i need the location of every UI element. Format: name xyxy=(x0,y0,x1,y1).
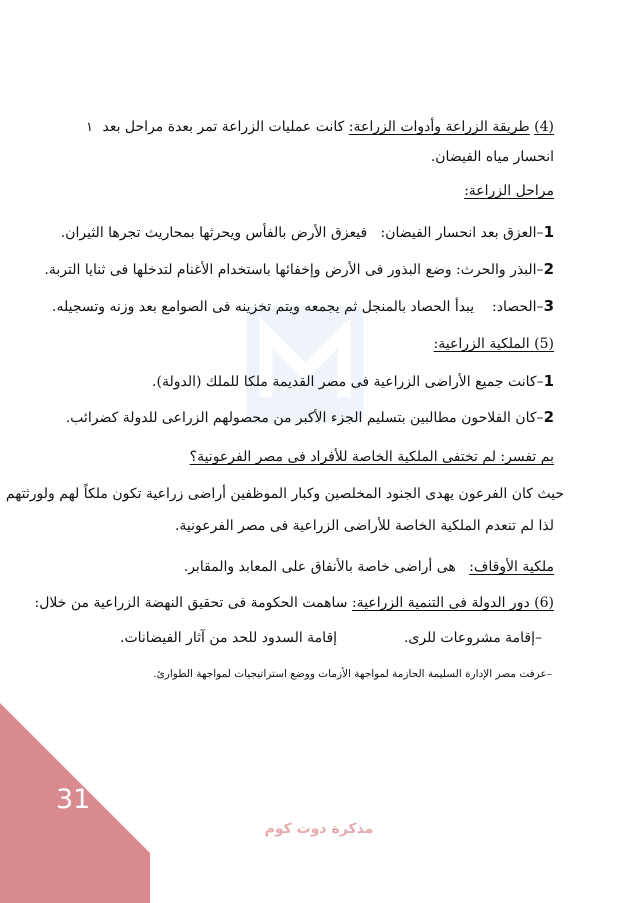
stage-term: –البذر والحرث: xyxy=(456,262,544,278)
section4-line2: انحسار مياه الفيضان. xyxy=(430,149,554,165)
stage-text: فيعزق الأرض بالفأس ويحرثها بمحاريث تجرها الثيران. xyxy=(60,225,368,241)
section4-heading: طريقة الزراعة وأدوات الزراعة: xyxy=(348,119,530,135)
bullet-dams: إقامة السدود للحد من آثار الفيضانات. xyxy=(120,630,338,646)
stage-term: –الحصاد: xyxy=(492,299,544,315)
stage-item-2: 2–البذر والحرث: وضع البذور فى الأرض وإخفائها باستخدام الأغنام لتدخلها فى ثنايا التربة. xyxy=(44,260,554,278)
answer-line2: لذا لم تنعدم الملكية الخاصة للأراضى الزراعية فى مصر الفرعونية. xyxy=(174,518,554,534)
stage-text: يبدأ الحصاد بالمنجل ثم يجمعه ويتم تخزينه فى الصوامع بعد وزنه وتسجيله. xyxy=(52,299,475,315)
page-marker: ١ xyxy=(86,120,93,135)
stage-text: وضع البذور فى الأرض وإخفائها باستخدام الأغنام لتدخلها فى ثنايا التربة. xyxy=(44,262,452,278)
section6-note: –عرفت مصر الإدارة السليمة الحازمة لمواجهة الأزمات ووضع استراتيجيات لمواجهة الطوارئ. xyxy=(153,668,552,680)
section4-text: كانت عمليات الزراعة تمر بعدة مراحل بعد xyxy=(102,119,345,135)
stage-term: –العزق بعد انحسار الفيضان: xyxy=(380,225,544,241)
stage-item-3: 3–الحصاد: يبدأ الحصاد بالمنجل ثم يجمعه ويتم تخزينه فى الصوامع بعد وزنه وتسجيله. xyxy=(52,297,554,315)
waqf-text: هى أراضى خاصة بالأنفاق على المعابد والمقابر. xyxy=(183,559,456,575)
page-number: 31 xyxy=(56,784,91,815)
footer-brand: مذكرة دوت كوم xyxy=(264,821,374,837)
ownership-item-1: 1–كانت جميع الأراضى الزراعية فى مصر القديمة ملكا للملك (الدولة). xyxy=(152,372,554,390)
waqf-term: ملكية الأوقاف: xyxy=(469,559,554,575)
section6-bullets xyxy=(120,628,542,648)
question-text: بم تفسر: لم تختفى الملكية الخاصة للأفراد فى مصر الفرعونية؟ xyxy=(189,449,554,465)
section5-heading: (5) الملكية الزراعية: xyxy=(433,336,554,352)
bullet-irrigation: –إقامة مشروعات للرى. xyxy=(403,630,542,646)
section6-line: (6) دور الدولة فى التنمية الزراعية: ساهمت الحكومة فى تحقيق النهضة الزراعية من خلال: xyxy=(34,595,554,611)
ownership-item-2: 2–كان الفلاحون مطالبين بتسليم الجزء الأكبر من محصولهم الزراعى للدولة كضرائب. xyxy=(65,408,554,426)
waqf-definition xyxy=(184,557,554,577)
stages-heading: مراحل الزراعة: xyxy=(464,183,554,199)
section4-number: (4) xyxy=(534,119,554,135)
section4-line1 xyxy=(102,117,554,137)
answer-line1: حيث كان الفرعون يهدى الجنود المخلصين وكبار الموظفين أراضى زراعية تكون ملكاً لهم ولورثتهم xyxy=(5,486,564,502)
stage-item-1: 1–العزق بعد انحسار الفيضان: فيعزق الأرض بالفأس ويحرثها بمحاريث تجرها الثيران. xyxy=(60,223,554,241)
